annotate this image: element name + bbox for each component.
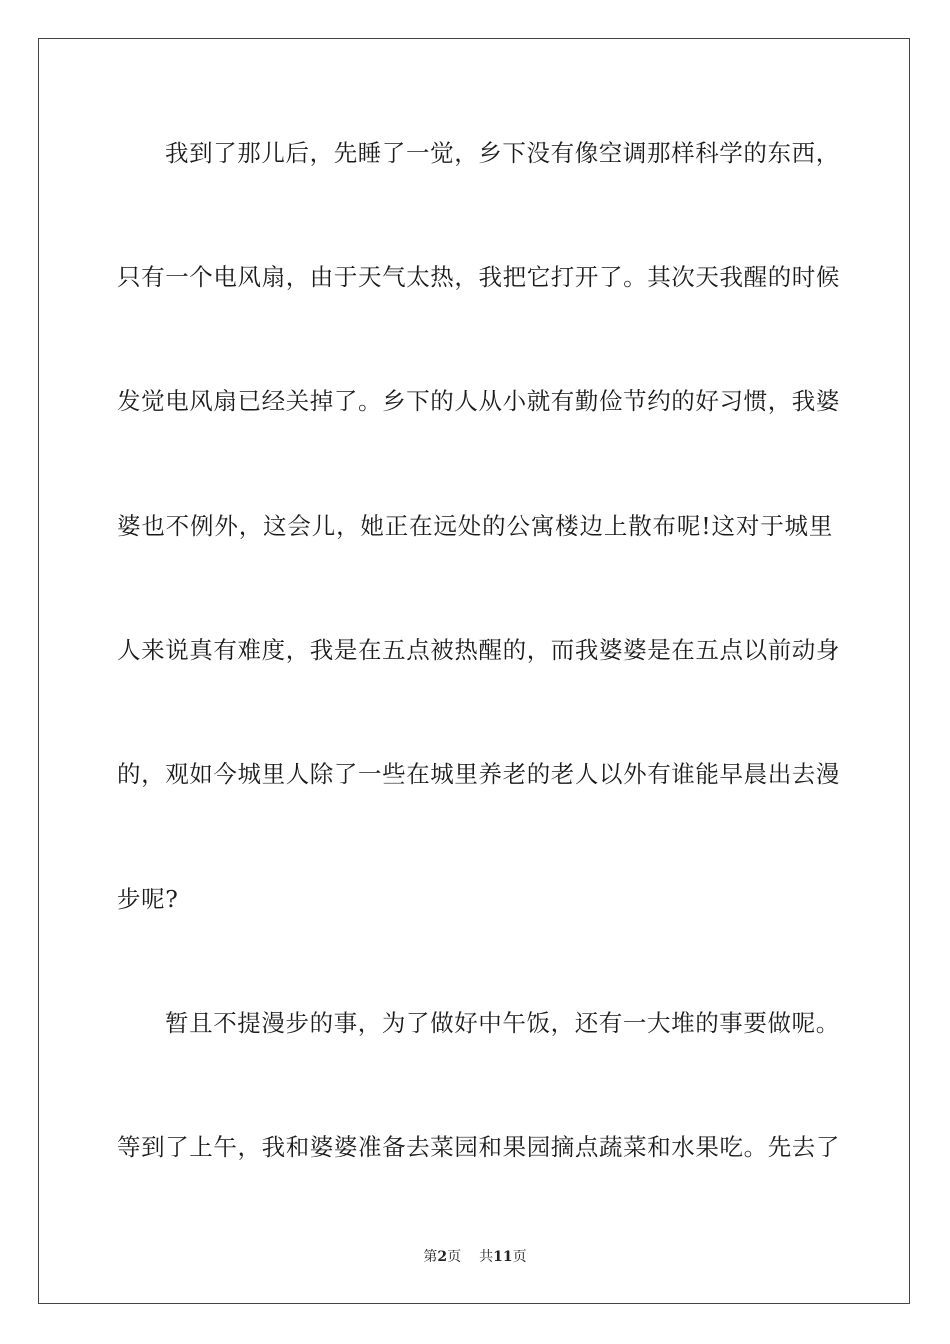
text-line: 人来说真有难度，我是在五点被热醒的，而我婆婆是在五点以前动身	[117, 636, 840, 664]
text-line: 的，观如今城里人除了一些在城里养老的老人以外有谁能早晨出去漫	[117, 760, 840, 788]
footer-page-prefix: 第	[423, 1249, 438, 1265]
text-line: 发觉电风扇已经关掉了。乡下的人从小就有勤俭节约的好习惯，我婆	[117, 387, 840, 415]
text-line: 只有一个电风扇，由于天气太热，我把它打开了。其次天我醒的时候	[117, 263, 840, 291]
text-line: 等到了上午，我和婆婆准备去菜园和果园摘点蔬菜和水果吃。先去了	[117, 1133, 840, 1161]
text-line: 步呢?	[117, 885, 179, 913]
text-line: 婆也不例外，这会儿，她正在远处的公寓楼边上散布呢!这对于城里	[117, 512, 833, 540]
footer-total-number: 11	[493, 1249, 513, 1265]
text-line: 我到了那儿后，先睡了一觉，乡下没有像空调那样科学的东西，	[165, 139, 840, 167]
footer-total-prefix: 共	[479, 1249, 494, 1265]
footer-page-suffix: 页	[447, 1249, 462, 1265]
page-border	[38, 38, 910, 1304]
page-footer	[0, 1248, 950, 1266]
footer-page-number: 2	[437, 1249, 448, 1265]
footer-total-suffix: 页	[512, 1249, 527, 1265]
text-line: 暂且不提漫步的事，为了做好中午饭，还有一大堆的事要做呢。	[165, 1009, 840, 1037]
